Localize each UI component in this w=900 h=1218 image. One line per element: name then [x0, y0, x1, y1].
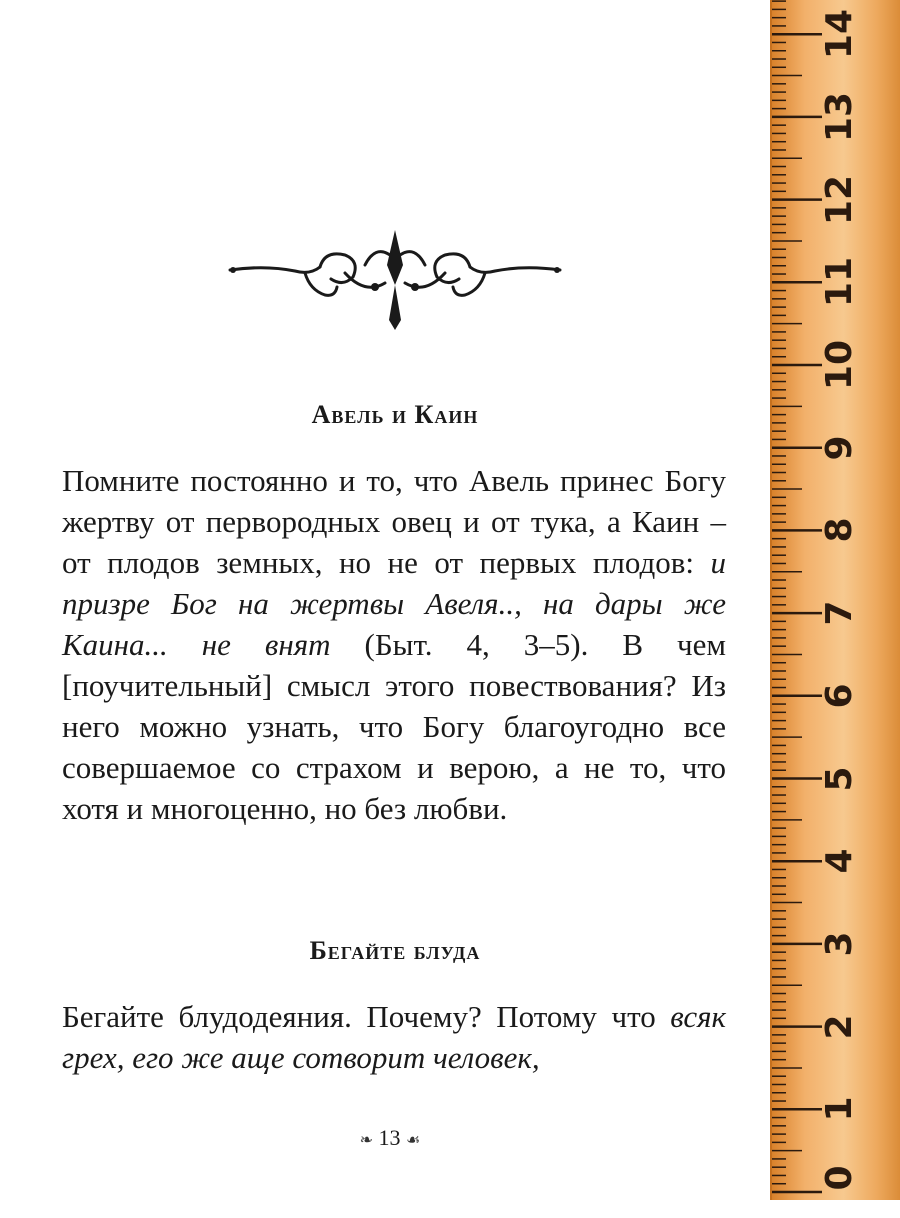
- paragraph-abel-cain: Помните постоянно и то, что Авель принес Богу жертву от первородных овец и от тука, а Каин – от плодов земных, но не от первых плодов: и призре Бог на жертвы Авеля.., на дары же Каина... не внят (Быт. 4, 3–5). В чем [поучительный] смысл этого повествования? Из него можно узнать, что Богу благоугодно все совершаемое со страхом и верою, а не то, что хотя и многоценно, но без любви.: [62, 463, 726, 826]
- ruler-number-8: 8: [819, 517, 860, 543]
- ornament-divider-icon: [225, 225, 565, 335]
- page-number-value: 13: [378, 1125, 401, 1150]
- ruler-number-6: 6: [819, 683, 860, 709]
- ruler-number-2: 2: [819, 1014, 860, 1040]
- ruler-number-4: 4: [819, 848, 860, 874]
- ruler-number-14: 14: [819, 9, 860, 60]
- ruler-number-9: 9: [819, 435, 860, 461]
- section-heading-abel-cain: Авель и Каин: [311, 400, 479, 429]
- ruler-number-1: 1: [819, 1096, 860, 1122]
- ruler-number-12: 12: [819, 174, 860, 225]
- section-heading-flee-fornication: Бегайте блуда: [309, 936, 481, 965]
- ruler-number-13: 13: [819, 91, 860, 142]
- ruler-number-11: 11: [819, 257, 860, 308]
- page-number-ornament-right-icon: ☙: [406, 1132, 421, 1149]
- ruler-number-3: 3: [819, 931, 860, 957]
- page-number: [340, 1125, 440, 1151]
- ruler-number-0: 0: [819, 1165, 860, 1191]
- paragraph-flee-fornication: Бегайте блудодеяния. Почему? Потому что всяк грех, его же аще сотворит человек,: [62, 999, 726, 1075]
- page-number-ornament-left-icon: ❧: [359, 1132, 374, 1149]
- ruler-number-7: 7: [819, 600, 860, 626]
- ruler-number-5: 5: [819, 765, 860, 792]
- ruler-number-10: 10: [819, 339, 860, 391]
